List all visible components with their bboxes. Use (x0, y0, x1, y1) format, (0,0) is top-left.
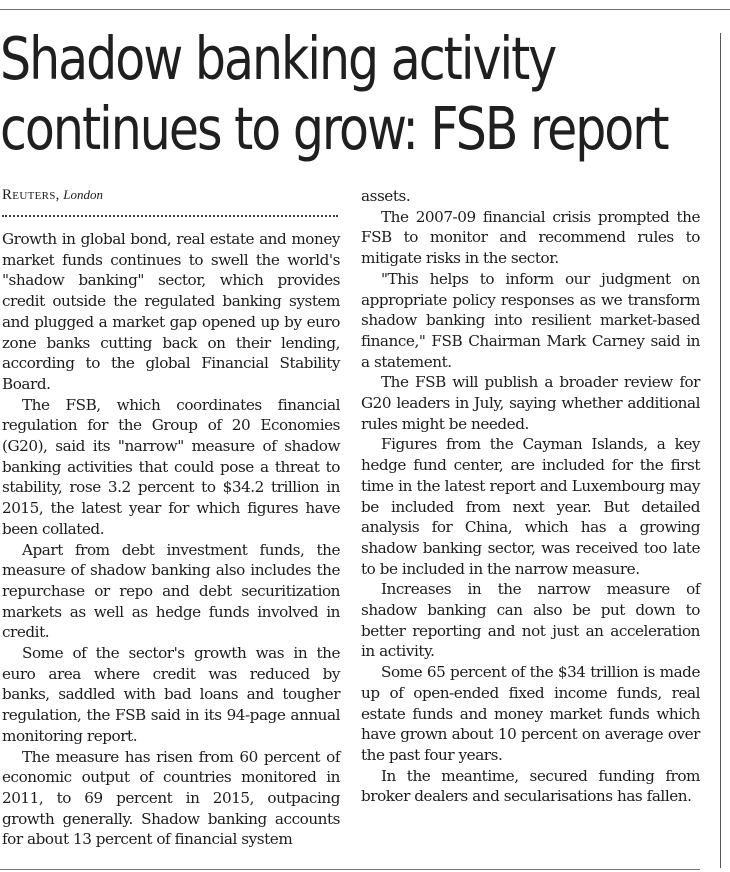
paragraph: Increases in the narrow measure of shadow banking can also be put down to better reporting and not just an acceleration in activity. (361, 580, 700, 661)
paragraph: The FSB will publish a broader review for G20 leaders in July, saying whether additional rules might be needed. (361, 373, 700, 433)
paragraph: Some of the sector's growth was in the euro area where credit was reduced by banks, saddled with bad loans and tougher regulation, the FSB said in its 94-page annual monitoring report. (2, 644, 340, 745)
paragraph: In the meantime, secured funding from broker dealers and secularisations has fallen. (361, 766, 700, 806)
paragraph: Apart from debt investment funds, the measure of shadow banking also includes the repurchase or repo and debt securitization markets as well as hedge funds involved in credit. (2, 540, 340, 642)
headline (0, 24, 668, 164)
column-divider-rule (720, 33, 721, 868)
article-column-right (361, 186, 700, 807)
paragraph: Figures from the Cayman Islands, a key hedge fund center, are included for the first time in the latest report and Luxembourg may be included from next year. But detailed analysis for China, which has a growing shadow banking sector, was received too late to be included in the narrow measure. (361, 435, 700, 578)
paragraph-continuation: assets. (361, 187, 411, 205)
byline (2, 186, 103, 205)
paragraph: "This helps to inform our judgment on appropriate policy responses as we transform shadow banking into resilient market-based finance," FSB Chairman Mark Carney said in a statement. (361, 269, 700, 371)
top-rule (0, 9, 730, 10)
bottom-rule (0, 869, 700, 870)
byline-agency: Reuters, (2, 187, 60, 203)
headline-line-1: Shadow banking activity (0, 24, 556, 93)
paragraph: The 2007-09 financial crisis prompted the FSB to monitor and recommend rules to mitigate risks in the sector. (361, 207, 700, 268)
paragraph: Growth in global bond, real estate and money market funds continues to swell the world's "shadow banking" sector, which provides credit outside the regulated banking system and plugged a market gap opened up by euro zone banks cutting back on their lending, according to the global Financial Stability Board. (2, 230, 340, 393)
paragraph: Some 65 percent of the $34 trillion is made up of open-ended fixed income funds, real estate funds and money market funds which have grown about 10 percent on average over the past four years. (361, 663, 700, 764)
byline-dotted-rule (2, 215, 338, 217)
paragraph: The FSB, which coordinates financial regulation for the Group of 20 Economies (G20), said its "narrow" measure of shadow banking activities that could pose a threat to stability, rose 3.2 percent to $34.2 trillion in 2015, the latest year for which figures have been collated. (2, 395, 340, 538)
paragraph: The measure has risen from 60 percent of economic output of countries monitored in 2011, to 69 percent in 2015, outpacing growth generally. Shadow banking accounts for about 13 percent of financial system (2, 747, 340, 849)
headline-line-2: continues to grow: FSB report (0, 94, 668, 163)
byline-location: London (63, 187, 103, 202)
article-column-left (2, 229, 340, 850)
